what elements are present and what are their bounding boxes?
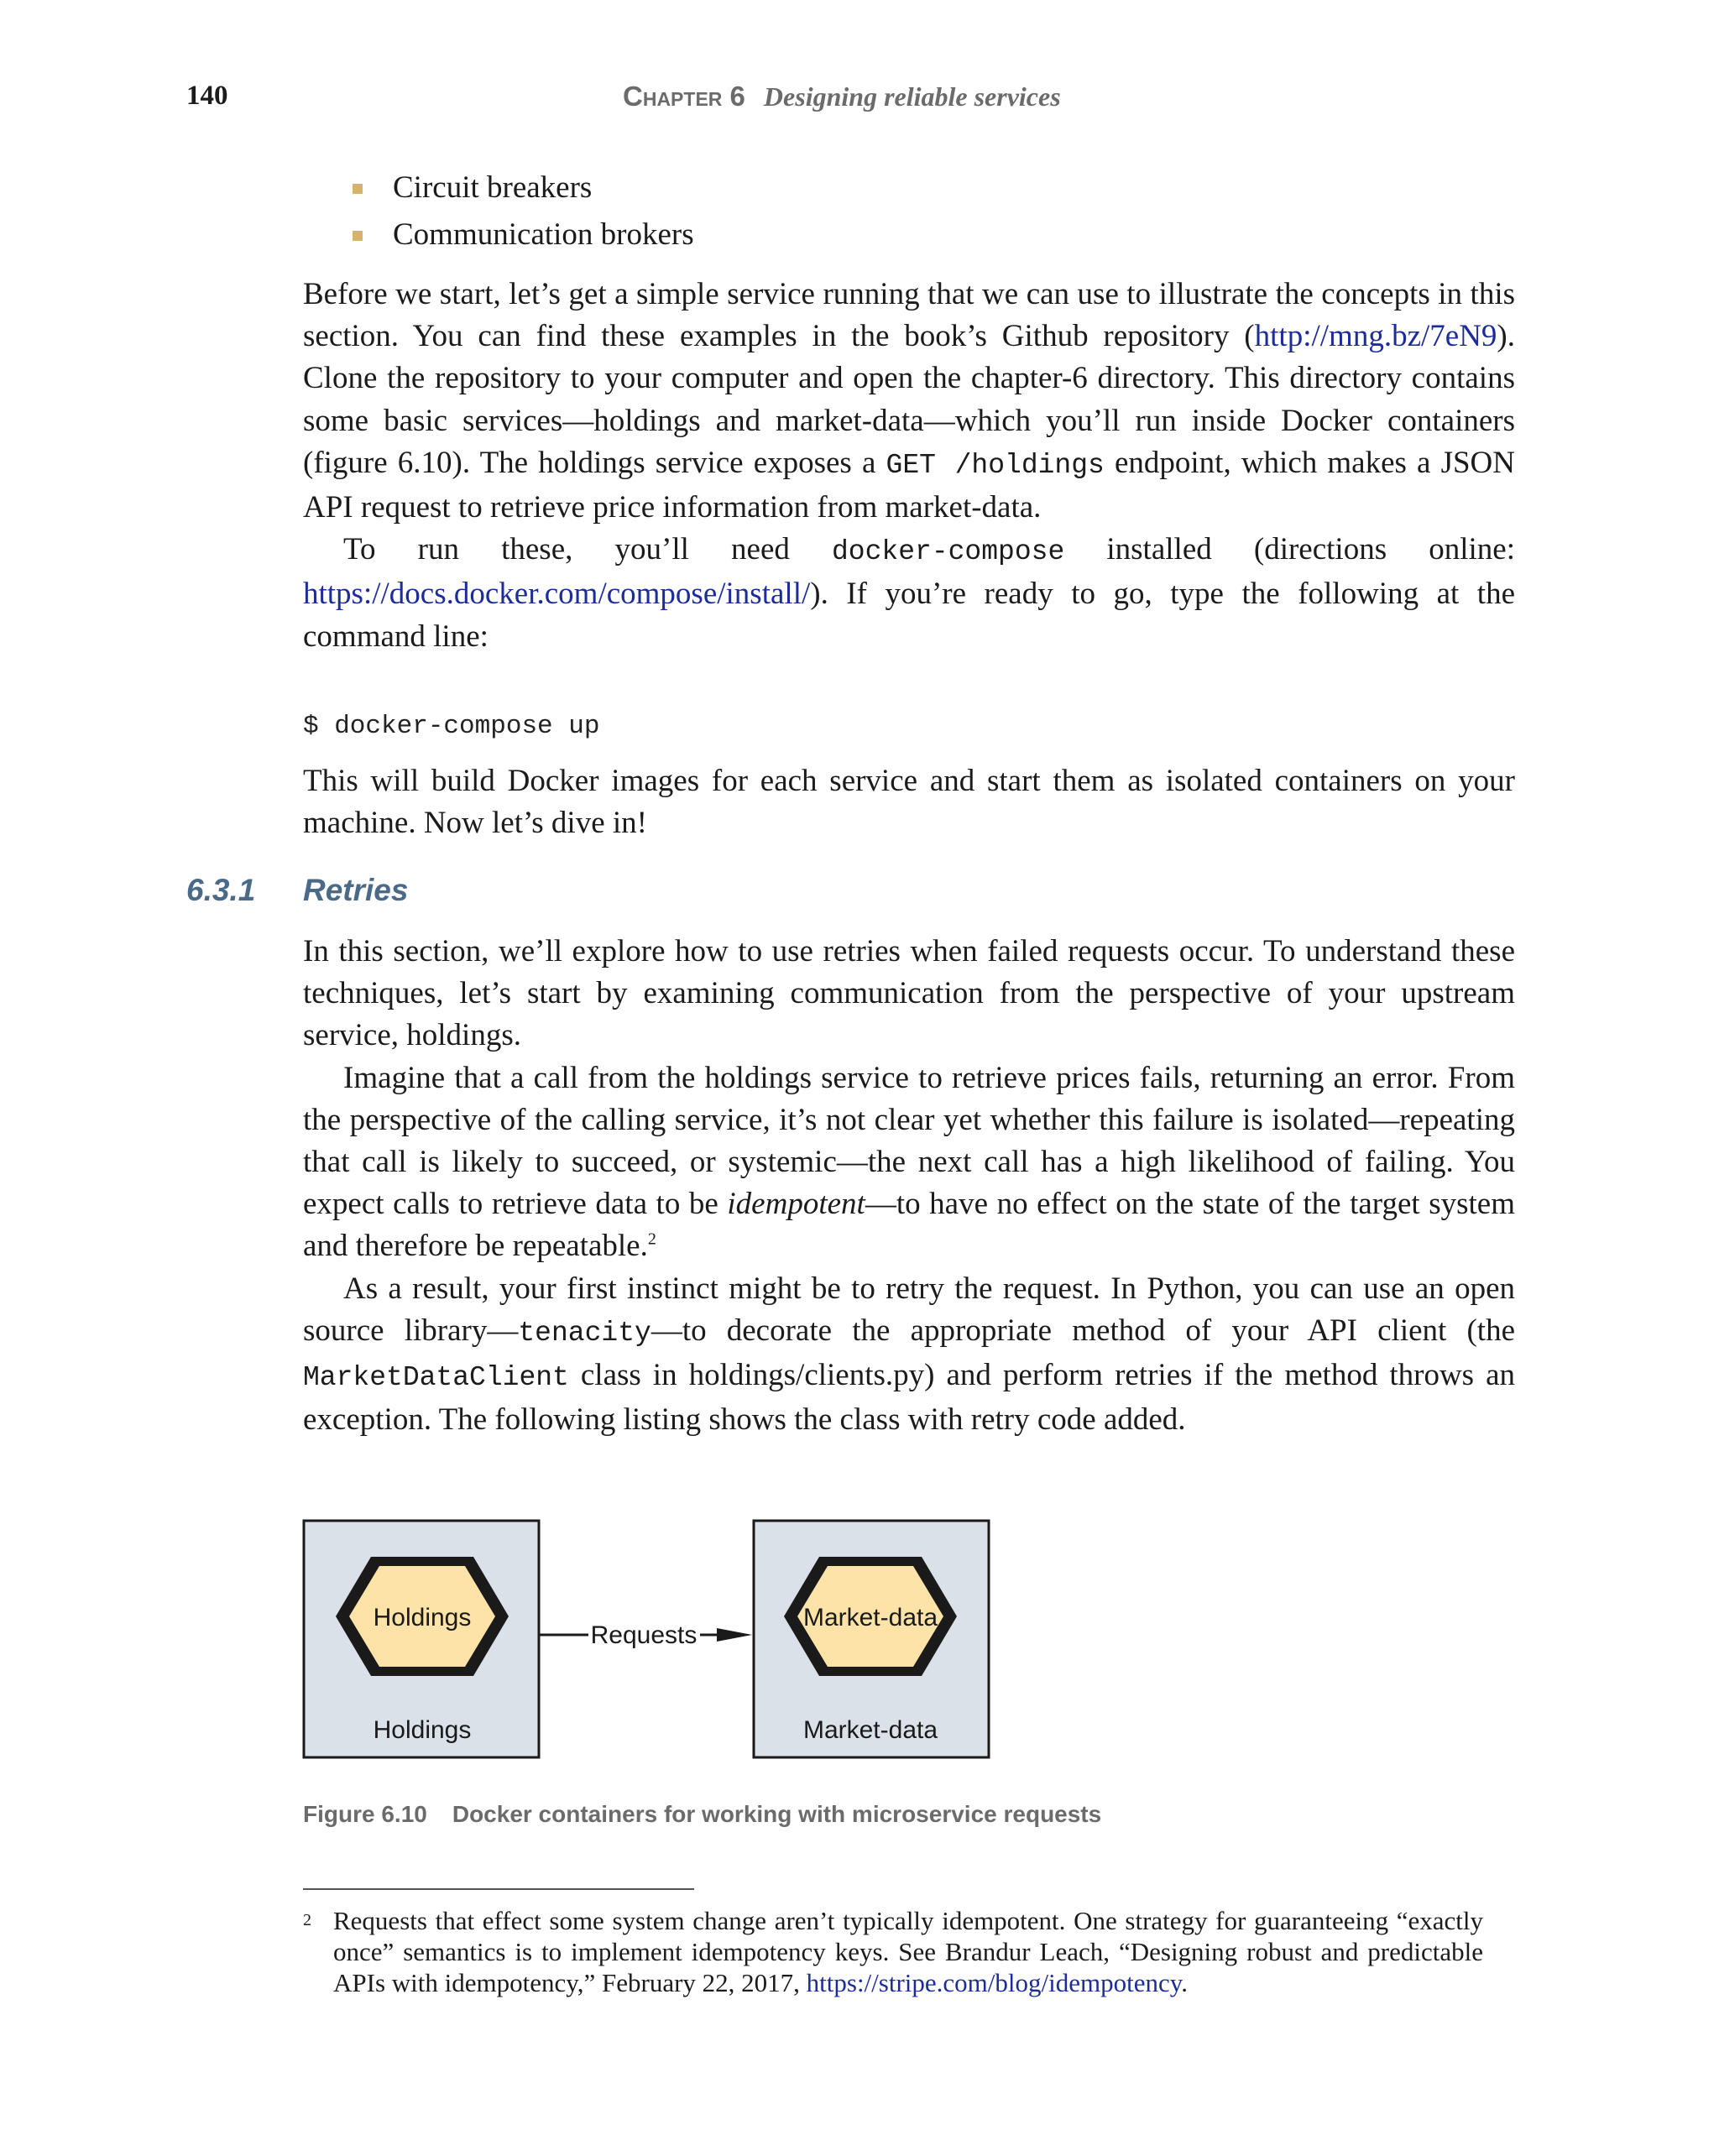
- paragraph-retries-intro: In this section, we’ll explore how to use retries when failed requests occur. To understand these techniques, let’s start by examining communication from the perspective of your upstream service, holdings.: [303, 934, 1515, 1053]
- footnote-divider: [303, 1888, 694, 1890]
- text-run: To run these, you’ll need: [343, 532, 832, 567]
- code-command: $ docker-compose up: [303, 712, 600, 741]
- inline-code: tenacity: [518, 1317, 651, 1349]
- paragraph-tenacity: [303, 1268, 1515, 1442]
- footnote: [303, 1905, 1483, 1998]
- paragraph-intro: [303, 274, 1515, 529]
- running-header: [623, 81, 1061, 113]
- text-run: class in holdings/clients.py) and perform retries if the method throws an exception. The following listing shows the class with retry code added.: [303, 1358, 1515, 1438]
- list-item-text: Circuit breakers: [393, 170, 593, 205]
- intro-text-block: [303, 274, 1515, 658]
- text-run: installed (directions online:: [1064, 532, 1515, 567]
- footnote-mark: 2: [303, 1911, 311, 1929]
- list-item: [353, 164, 694, 211]
- text-run: Imagine that a call from the holdings service to retrieve prices fails, returning an error. From the perspective of the calling service, it’s not clear yet whether this failure is isolated—repeating that call is likely to succeed, or systemic—the next call has a high likelihood of failing. You expect calls to retrieve data to be: [303, 1060, 1515, 1222]
- text-run: ). If you’re ready to go, type the following at the command line:: [303, 577, 1515, 654]
- bullet-square-icon: [353, 231, 363, 241]
- text-run: —to have no effect on the state of the target system and therefore be repeatable.: [303, 1187, 1515, 1264]
- inline-code: docker-compose: [832, 536, 1065, 568]
- text-run: endpoint, which makes a JSON API request to retrieve price information from market-data.: [303, 445, 1515, 525]
- bullet-list: [353, 164, 694, 258]
- text-run: .: [1181, 1968, 1188, 1997]
- emphasis: idempotent: [727, 1187, 865, 1222]
- footnote-text: [333, 1905, 1483, 1998]
- chapter-title: Designing reliable services: [763, 81, 1061, 112]
- list-item: [353, 211, 694, 258]
- page-number: 140: [186, 81, 228, 111]
- arrow-head-icon: [717, 1628, 752, 1642]
- holdings-box-label: Holdings: [373, 1716, 472, 1744]
- paragraph-idempotent: [303, 1057, 1515, 1268]
- market-data-box-label: Market-data: [802, 1716, 938, 1744]
- chapter-label: Chapter 6: [623, 81, 745, 112]
- stripe-link[interactable]: https://stripe.com/blog/idempotency: [806, 1968, 1182, 1997]
- docker-containers-diagram: [300, 1517, 999, 1764]
- figure-caption: [303, 1801, 1101, 1828]
- paragraph-text: This will build Docker images for each service and start them as isolated containers on your machine. Now let’s dive in!: [303, 764, 1515, 841]
- bullet-square-icon: [353, 184, 363, 194]
- section-title: Retries: [303, 873, 409, 907]
- text-run: Before we start, let’s get a simple service running that we can use to illustrate the concepts in this section. You can find these examples in the book’s Github repository (: [303, 277, 1515, 354]
- arrow-label: Requests: [590, 1621, 698, 1649]
- section-number: 6.3.1: [186, 873, 256, 907]
- docs-link[interactable]: https://docs.docker.com/compose/install/: [303, 577, 811, 612]
- retries-text-block: [303, 931, 1515, 1441]
- inline-code: GET /holdings: [886, 449, 1105, 481]
- market-data-hex-label: Market-data: [802, 1604, 938, 1631]
- text-run: ). Clone the repository to your computer and open the chapter-6 directory. This directory contains some basic services—holdings and market-data—which you’ll run inside Docker containers (figure 6.10). The holdings service exposes a: [303, 319, 1515, 480]
- text-run: Requests that effect some system change aren’t typically idempotent. One strategy for guaranteeing “exactly once” semantics is to implement idempotency keys. See Brandur Leach, “Designing robust and predictable APIs with idempotency,” February 22, 2017,: [333, 1906, 1483, 1997]
- paragraph-build: [303, 760, 1515, 844]
- figure-caption-text: Docker containers for working with microservice requests: [452, 1801, 1102, 1827]
- text-run: As a result, your first instinct might be to retry the request. In Python, you can use an open source library—: [303, 1271, 1515, 1348]
- holdings-hex-label: Holdings: [373, 1604, 472, 1631]
- repo-link[interactable]: http://mng.bz/7eN9: [1254, 319, 1497, 354]
- list-item-text: Communication brokers: [393, 217, 694, 252]
- figure-number: Figure 6.10: [303, 1801, 427, 1827]
- footnote-ref[interactable]: 2: [647, 1230, 656, 1250]
- inline-code: MarketDataClient: [303, 1362, 569, 1394]
- paragraph-setup: [303, 529, 1515, 658]
- text-run: —to decorate the appropriate method of your API client (the: [651, 1313, 1515, 1348]
